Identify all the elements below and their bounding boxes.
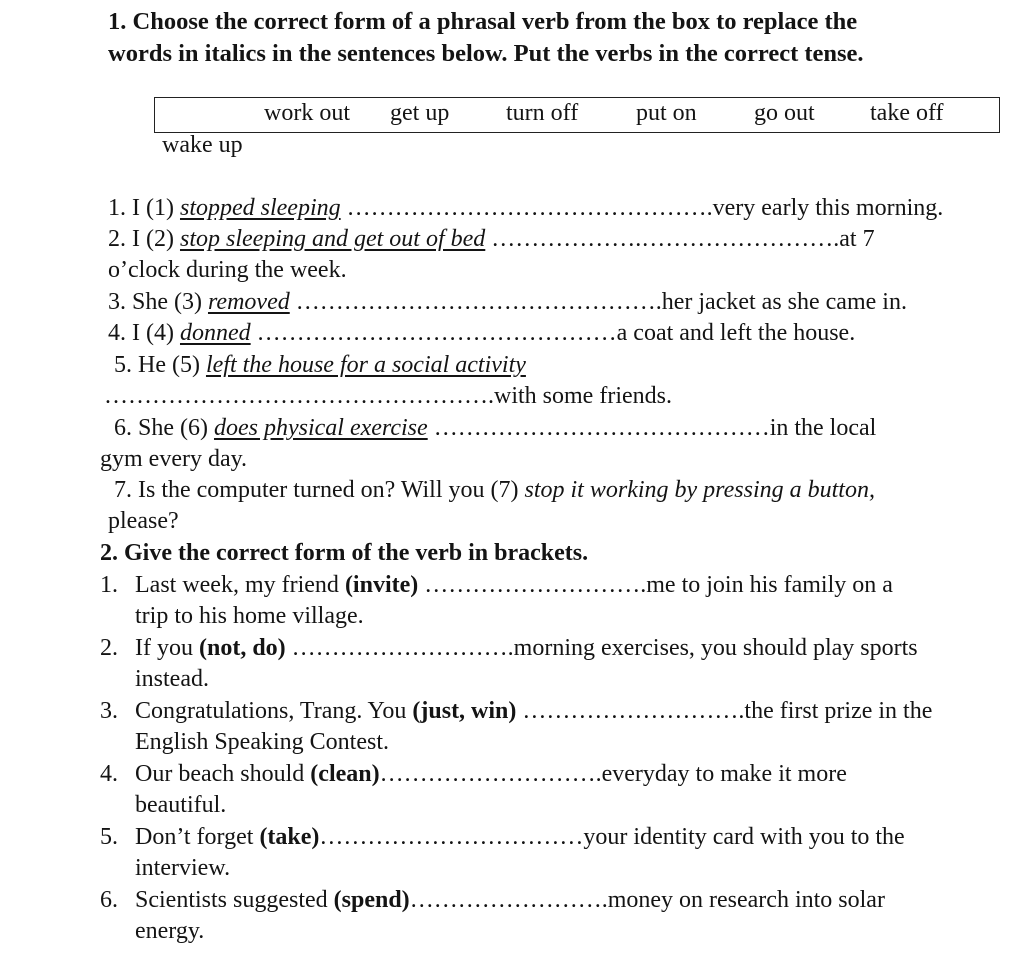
box-word: work out <box>264 100 350 126</box>
answer-blank[interactable]: …………………………………… <box>427 415 770 441</box>
box-word: take off <box>870 100 944 126</box>
exercise-1-title-line-1: 1. Choose the correct form of a phrasal verb from the box to replace the <box>108 8 858 35</box>
exercise-2-title: 2. Give the correct form of the verb in brackets. <box>100 540 589 566</box>
answer-blank[interactable]: ………………………………………. <box>289 289 662 315</box>
answer-blank[interactable]: …………………………… <box>319 824 584 850</box>
exercise-1-item: 1. I (1) stopped sleeping ……………………………………….very early this morning. <box>108 195 944 221</box>
exercise-1-item-continuation: o’clock during the week. <box>108 257 347 283</box>
exercise-1-item: 5. He (5) left the house for a social activity <box>114 352 526 378</box>
answer-blank[interactable]: ………………………. <box>285 635 514 661</box>
exercise-2-item-continuation: trip to his home village. <box>135 603 364 629</box>
exercise-2-item: 2. If you (not, do) ……………………….morning exercises, you should play sports <box>100 635 918 661</box>
exercise-1-item: 2. I (2) stop sleeping and get out of bed ……………….…………………….at 7 <box>108 226 875 252</box>
italic-phrase: left the house for a social activity <box>205 352 526 378</box>
answer-blank[interactable]: ………………………. <box>418 572 647 598</box>
italic-phrase: stop sleeping and get out of bed <box>179 226 486 252</box>
exercise-1-item: 3. She (3) removed ……………………………………….her jacket as she came in. <box>108 289 907 315</box>
exercise-2-item: 4. Our beach should (clean)……………………….everyday to make it more <box>100 761 847 787</box>
box-word: turn off <box>506 100 579 126</box>
italic-phrase: removed <box>207 289 290 315</box>
answer-blank[interactable]: ……………………. <box>409 887 608 913</box>
verb-prompt: (clean) <box>310 761 380 787</box>
italic-phrase: does physical exercise <box>213 415 428 441</box>
answer-blank[interactable]: ……………………………………… <box>250 320 617 346</box>
exercise-1-title-line-2: words in italics in the sentences below. Put the verbs in the correct tense. <box>108 40 864 67</box>
italic-phrase: donned <box>179 320 251 346</box>
exercise-1-item-continuation: ………………………………………….with some friends. <box>104 383 672 409</box>
exercise-2-item: 3. Congratulations, Trang. You (just, win) ……………………….the first prize in the <box>100 698 933 724</box>
answer-blank[interactable]: ………………………. <box>379 761 602 787</box>
box-word: wake up <box>162 132 243 158</box>
answer-blank[interactable]: ………………………………………. <box>340 195 713 221</box>
exercise-2-item-continuation: instead. <box>135 666 209 692</box>
verb-prompt: (just, win) <box>412 698 517 724</box>
answer-blank[interactable]: …………………………………………. <box>104 383 494 409</box>
exercise-1-item-continuation: please? <box>108 508 179 534</box>
box-word: get up <box>390 100 450 126</box>
exercise-2-item: 5. Don’t forget (take)……………………………your identity card with you to the <box>100 824 905 850</box>
verb-prompt: (spend) <box>333 887 410 913</box>
verb-prompt: (not, do) <box>198 635 286 661</box>
exercise-2-item-continuation: beautiful. <box>135 792 227 818</box>
exercise-1-item-continuation: gym every day. <box>100 446 248 472</box>
italic-phrase: stopped sleeping <box>179 195 341 221</box>
exercise-1-item: 4. I (4) donned ………………………………………a coat and left the house. <box>108 320 856 346</box>
verb-prompt: (invite) <box>344 572 419 598</box>
italic-phrase: stop it working by pressing a button, <box>524 477 875 503</box>
exercise-2-item: 6. Scientists suggested (spend)…………………….money on research into solar <box>100 887 885 913</box>
exercise-2-item: 1. Last week, my friend (invite) ……………………….me to join his family on a <box>100 572 893 598</box>
box-word: go out <box>754 100 815 126</box>
exercise-1-item: 7. Is the computer turned on? Will you (7) stop it working by pressing a button, <box>114 477 875 503</box>
answer-blank[interactable]: ……………….……………………. <box>485 226 840 252</box>
exercise-1-item: 6. She (6) does physical exercise ……………………………………in the local <box>114 415 877 441</box>
answer-blank[interactable]: ………………………. <box>516 698 745 724</box>
exercise-2-item-continuation: English Speaking Contest. <box>135 729 389 755</box>
verb-prompt: (take) <box>259 824 320 850</box>
box-word: put on <box>636 100 697 126</box>
exercise-2-item-continuation: interview. <box>135 855 231 881</box>
exercise-2-item-continuation: energy. <box>135 918 205 944</box>
